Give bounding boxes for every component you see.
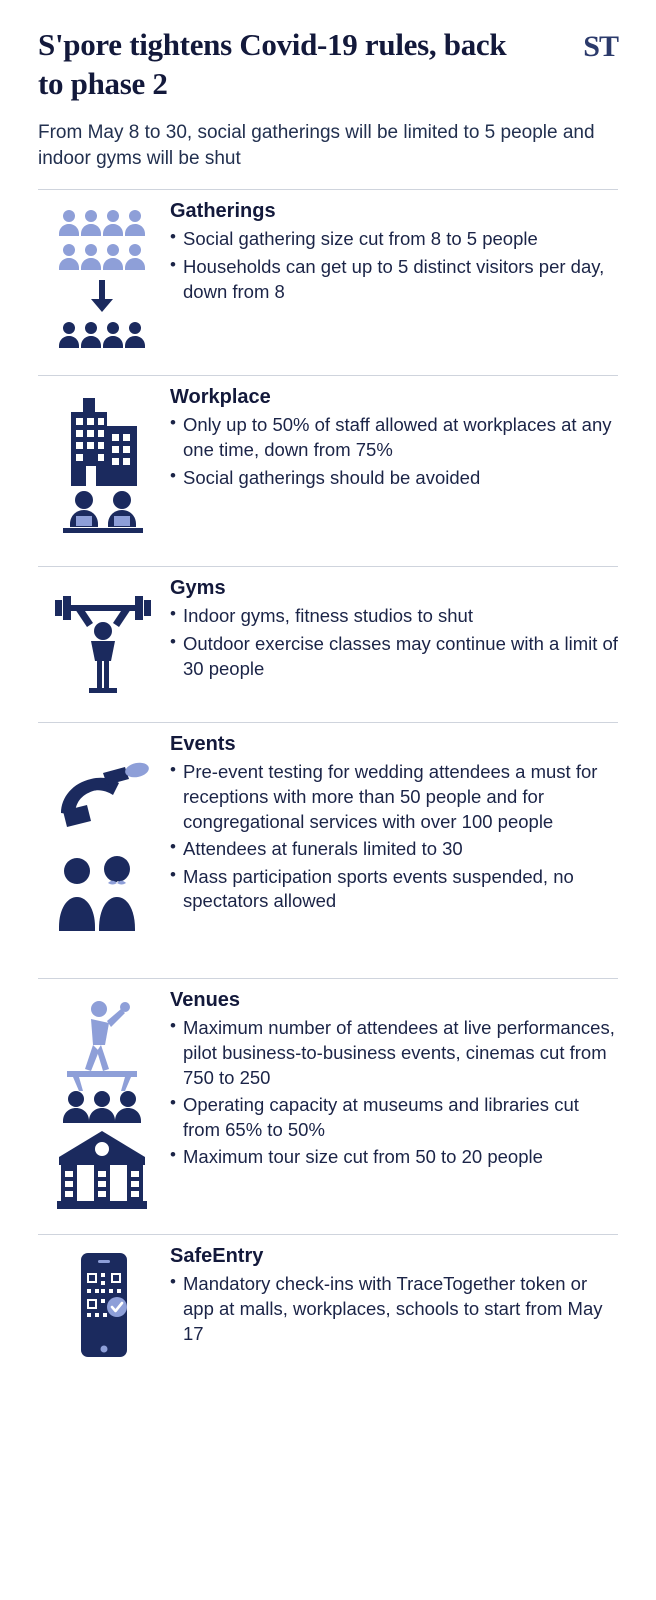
section-gyms	[38, 567, 618, 706]
section-title: Gatherings	[170, 200, 276, 223]
text-column	[168, 733, 618, 917]
list-item: • Operating capacity at museums and libraries cut from 65% to 50%	[170, 1093, 618, 1142]
section-title: Venues	[170, 989, 241, 1012]
text-column	[168, 1245, 618, 1349]
smartphone-qr-code-icon	[63, 1251, 143, 1361]
section-title: Workplace	[170, 386, 271, 409]
list-item: • Social gathering size cut from 8 to 5 people	[170, 227, 618, 252]
icon-column	[38, 989, 168, 1210]
standfirst: From May 8 to 30, social gatherings will be limited to 5 people and indoor gyms will be shut	[38, 121, 595, 170]
straits-times-logo	[583, 26, 618, 64]
office-building-workers-icon	[53, 392, 153, 542]
bullet-list	[170, 1272, 618, 1346]
section-title: Events	[170, 733, 236, 756]
weightlifter-icon	[53, 583, 153, 698]
list-item: • Mass participation sports events suspended, no spectators allowed	[170, 865, 618, 914]
section-safeentry	[38, 1235, 618, 1369]
bullet-list	[170, 413, 618, 490]
list-item: • Indoor gyms, fitness studios to shut	[170, 604, 618, 629]
swab-test-and-wedding-couple-icon	[51, 739, 156, 954]
logo-text: ST	[583, 30, 618, 63]
text-column	[168, 577, 618, 684]
text-column	[168, 200, 618, 307]
bullet-list	[170, 1016, 618, 1170]
list-item: • Attendees at funerals limited to 30	[170, 837, 618, 862]
list-item: • Maximum number of attendees at live performances, pilot business-to-business events, cinemas cut from 750 to 250	[170, 1016, 618, 1090]
section-title: SafeEntry	[170, 1245, 264, 1268]
text-column	[168, 386, 618, 493]
header	[38, 26, 618, 104]
text-column	[168, 989, 618, 1173]
bullet-list	[170, 604, 618, 681]
list-item: • Social gatherings should be avoided	[170, 466, 618, 491]
list-item: • Mandatory check-ins with TraceTogether token or app at malls, workplaces, schools to start from May 17	[170, 1272, 618, 1346]
section-events	[38, 723, 618, 962]
bullet-list	[170, 227, 618, 304]
list-item: • Households can get up to 5 distinct visitors per day, down from 8	[170, 255, 618, 304]
section-title: Gyms	[170, 577, 226, 600]
list-item: • Only up to 50% of staff allowed at workplaces at any one time, down from 75%	[170, 413, 618, 462]
icon-column	[38, 733, 168, 954]
list-item: • Pre-event testing for wedding attendees a must for receptions with more than 50 people and for congregational services with over 100 people	[170, 760, 618, 834]
icon-column	[38, 386, 168, 542]
list-item: • Outdoor exercise classes may continue with a limit of 30 people	[170, 632, 618, 681]
stage-performer-audience-museum-icon	[51, 995, 156, 1210]
bullet-list	[170, 760, 618, 914]
icon-column	[38, 577, 168, 698]
icon-column	[38, 200, 168, 351]
section-venues	[38, 979, 618, 1218]
people-group-arrow-icon	[53, 206, 153, 351]
section-gatherings	[38, 190, 618, 359]
list-item: • Maximum tour size cut from 50 to 20 people	[170, 1145, 618, 1170]
icon-column	[38, 1245, 168, 1361]
page-title: S'pore tightens Covid-19 rules, back to phase 2	[38, 27, 507, 101]
section-workplace	[38, 376, 618, 550]
